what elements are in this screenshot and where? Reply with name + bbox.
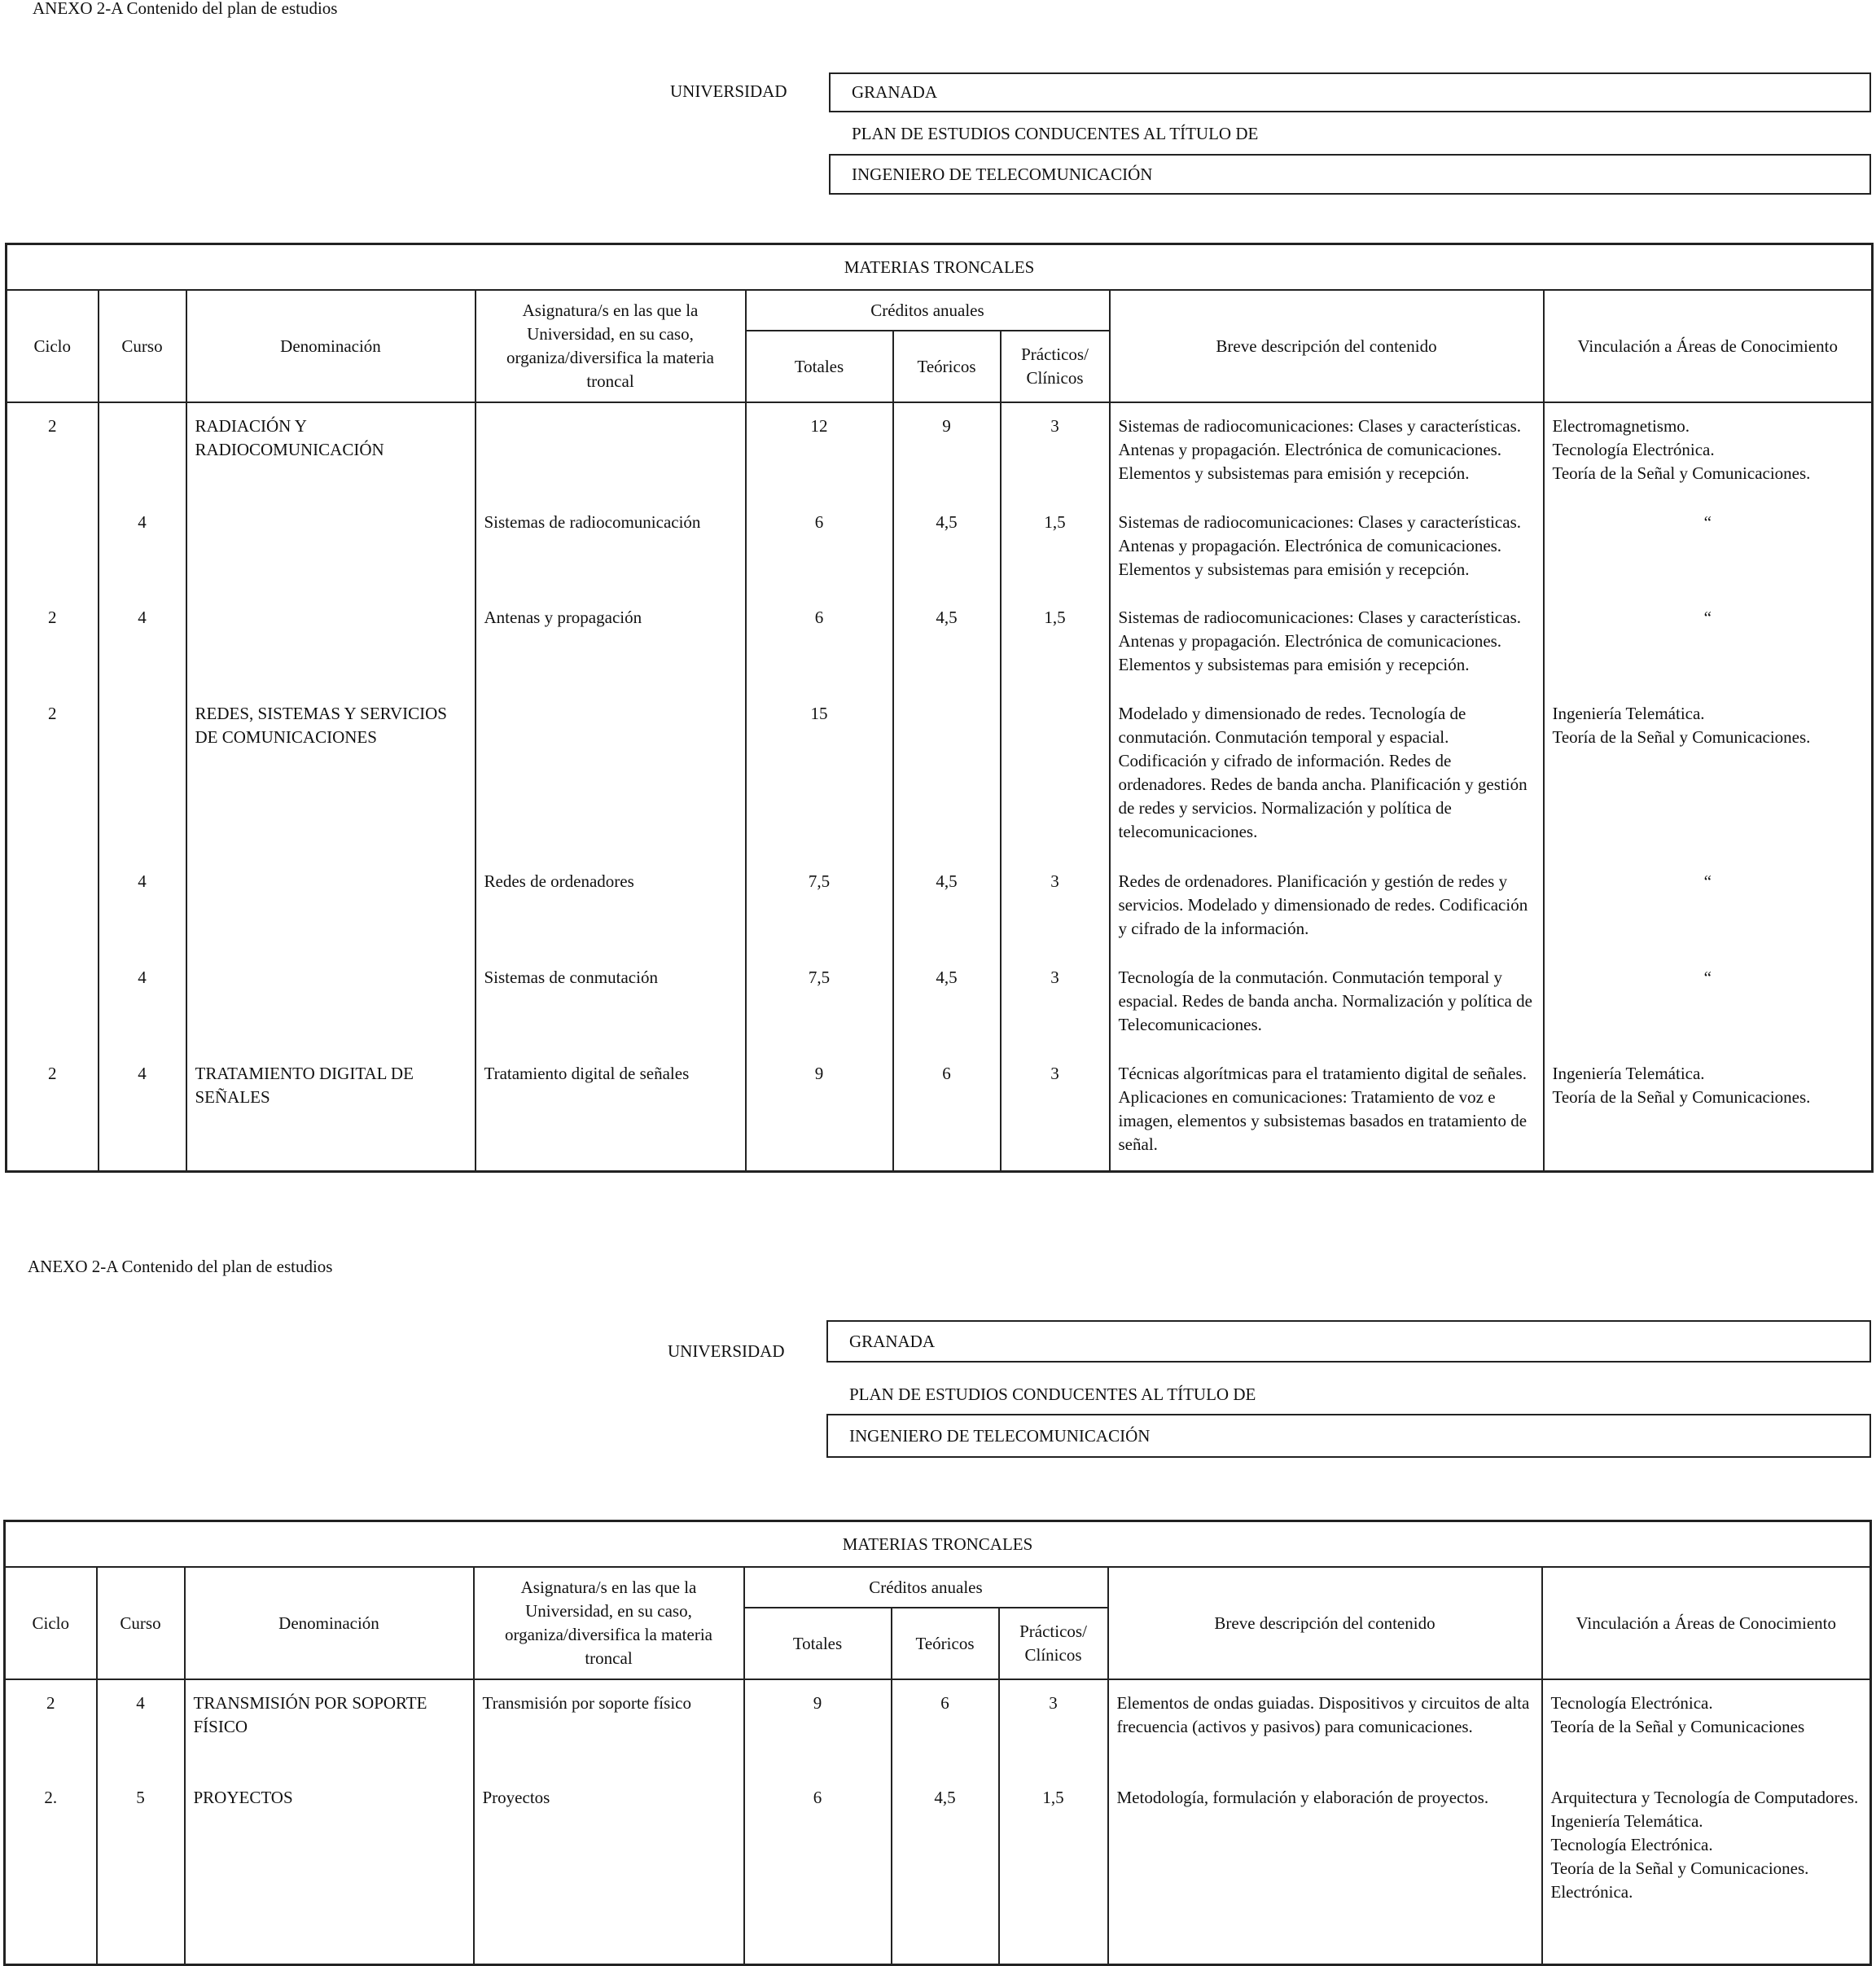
universidad-label: UNIVERSIDAD: [670, 81, 787, 101]
header-denominacion: Denominación: [186, 290, 476, 402]
table-title: MATERIAS TRONCALES: [7, 244, 1873, 291]
cell-curso: [99, 402, 186, 499]
cell-practicos: 1,5: [999, 1775, 1108, 1965]
plan-label: PLAN DE ESTUDIOS CONDUCENTES AL TÍTULO DE: [849, 1385, 1256, 1404]
cell-ciclo: 2: [7, 1051, 99, 1172]
cell-totales: 9: [746, 1051, 893, 1172]
header-descripcion: Breve descripción del contenido: [1110, 290, 1544, 402]
table-title: MATERIAS TRONCALES: [5, 1521, 1871, 1568]
cell-teoricos: 6: [892, 1679, 999, 1775]
header-totales: Totales: [744, 1608, 892, 1679]
header-teoricos: Teóricos: [892, 1608, 999, 1679]
cell-practicos: 3: [1001, 402, 1110, 499]
cell-denominacion: [186, 499, 476, 595]
cell-curso: 5: [97, 1775, 185, 1965]
cell-asignatura: Sistemas de radiocomunicación: [476, 499, 746, 595]
cell-descripcion: Metodología, formulación y elaboración de proyectos.: [1108, 1775, 1542, 1965]
table-row: [7, 954, 1873, 1051]
header-practicos: Prácticos/ Clínicos: [1001, 331, 1110, 402]
cell-asignatura: Antenas y propagación: [476, 595, 746, 691]
cell-descripcion: Redes de ordenadores. Planificación y gestión de redes y servicios. Modelado y dimensionado de redes. Codificación y cifrado de la información.: [1110, 858, 1544, 954]
cell-ciclo: [7, 499, 99, 595]
cell-totales: 6: [746, 499, 893, 595]
plan-label: PLAN DE ESTUDIOS CONDUCENTES AL TÍTULO DE: [852, 124, 1259, 143]
cell-denominacion: PROYECTOS: [185, 1775, 474, 1965]
cell-ciclo: [7, 954, 99, 1051]
cell-areas: “: [1544, 858, 1873, 954]
header-creditos: Créditos anuales: [746, 290, 1110, 331]
cell-asignatura: [476, 691, 746, 859]
cell-asignatura: Sistemas de conmutación: [476, 954, 746, 1051]
header-curso: Curso: [99, 290, 186, 402]
header-areas: Vinculación a Áreas de Conocimiento: [1542, 1567, 1871, 1679]
header-teoricos: Teóricos: [893, 331, 1001, 402]
cell-areas: Ingeniería Telemática. Teoría de la Señal y Comunicaciones.: [1544, 1051, 1873, 1172]
cell-areas: Tecnología Electrónica. Teoría de la Señal y Comunicaciones: [1542, 1679, 1871, 1775]
cell-descripcion: Modelado y dimensionado de redes. Tecnología de conmutación. Conmutación temporal y espacial. Codificación y cifrado de información. Redes de ordenadores. Redes de banda ancha. Planificación y gestión de redes y servicios. Normalización y política de telecomunicaciones.: [1110, 691, 1544, 859]
cell-descripcion: Elementos de ondas guiadas. Dispositivos y circuitos de alta frecuencia (activos y pasivos) para comunicaciones.: [1108, 1679, 1542, 1775]
header-descripcion: Breve descripción del contenido: [1108, 1567, 1542, 1679]
cell-asignatura: Redes de ordenadores: [476, 858, 746, 954]
cell-denominacion: [186, 595, 476, 691]
cell-asignatura: [476, 402, 746, 499]
cell-ciclo: 2: [5, 1679, 97, 1775]
cell-ciclo: 2: [7, 691, 99, 859]
cell-asignatura: Transmisión por soporte físico: [474, 1679, 744, 1775]
header-ciclo: Ciclo: [5, 1567, 97, 1679]
header-areas: Vinculación a Áreas de Conocimiento: [1544, 290, 1873, 402]
cell-descripcion: Sistemas de radiocomunicaciones: Clases y características. Antenas y propagación. Electrónica de comunicaciones. Elementos y subsistemas para emisión y recepción.: [1110, 499, 1544, 595]
cell-totales: 15: [746, 691, 893, 859]
cell-denominacion: [186, 858, 476, 954]
cell-areas: “: [1544, 954, 1873, 1051]
cell-practicos: 3: [1001, 954, 1110, 1051]
cell-asignatura: Tratamiento digital de señales: [476, 1051, 746, 1172]
materias-table: [5, 243, 1874, 1173]
table-row: [7, 691, 1873, 859]
cell-practicos: [1001, 691, 1110, 859]
cell-totales: 7,5: [746, 954, 893, 1051]
cell-denominacion: [186, 954, 476, 1051]
cell-curso: 4: [99, 858, 186, 954]
cell-practicos: 3: [999, 1679, 1108, 1775]
cell-curso: [99, 691, 186, 859]
titulo-value: INGENIERO DE TELECOMUNICACIÓN: [852, 164, 1153, 184]
cell-teoricos: 4,5: [893, 499, 1001, 595]
table-row: [7, 1051, 1873, 1172]
table-row: [5, 1679, 1871, 1775]
cell-denominacion: RADIACIÓN Y RADIOCOMUNICACIÓN: [186, 402, 476, 499]
universidad-box: [829, 72, 1871, 112]
cell-ciclo: [7, 858, 99, 954]
cell-areas: Electromagnetismo. Tecnología Electrónica. Teoría de la Señal y Comunicaciones.: [1544, 402, 1873, 499]
header-totales: Totales: [746, 331, 893, 402]
cell-totales: 6: [746, 595, 893, 691]
cell-teoricos: 6: [893, 1051, 1001, 1172]
cell-descripcion: Sistemas de radiocomunicaciones: Clases y características. Antenas y propagación. Electrónica de comunicaciones. Elementos y subsistemas para emisión y recepción.: [1110, 402, 1544, 499]
cell-curso: 4: [97, 1679, 185, 1775]
cell-denominacion: REDES, SISTEMAS Y SERVICIOS DE COMUNICACIONES: [186, 691, 476, 859]
universidad-label: UNIVERSIDAD: [668, 1341, 785, 1361]
cell-curso: 4: [99, 595, 186, 691]
cell-teoricos: 4,5: [892, 1775, 999, 1965]
cell-ciclo: 2.: [5, 1775, 97, 1965]
cell-descripcion: Tecnología de la conmutación. Conmutación temporal y espacial. Redes de banda ancha. Normalización y política de Telecomunicaciones.: [1110, 954, 1544, 1051]
cell-areas: Ingeniería Telemática. Teoría de la Señal y Comunicaciones.: [1544, 691, 1873, 859]
cell-areas: “: [1544, 499, 1873, 595]
header-denominacion: Denominación: [185, 1567, 474, 1679]
cell-teoricos: 4,5: [893, 954, 1001, 1051]
cell-asignatura: Proyectos: [474, 1775, 744, 1965]
cell-curso: 4: [99, 1051, 186, 1172]
header-creditos: Créditos anuales: [744, 1567, 1108, 1608]
cell-totales: 6: [744, 1775, 892, 1965]
cell-practicos: 3: [1001, 858, 1110, 954]
cell-ciclo: 2: [7, 595, 99, 691]
cell-curso: 4: [99, 954, 186, 1051]
materias-table: [3, 1520, 1872, 1966]
table-row: [7, 402, 1873, 499]
table-row: [7, 595, 1873, 691]
table-row: [7, 499, 1873, 595]
table-body: [7, 402, 1873, 1172]
table-row: [5, 1775, 1871, 1965]
table-row: [7, 858, 1873, 954]
universidad-value: GRANADA: [849, 1331, 935, 1351]
header-curso: Curso: [97, 1567, 185, 1679]
cell-areas: Arquitectura y Tecnología de Computadores. Ingeniería Telemática. Tecnología Electrónica. Teoría de la Señal y Comunicaciones. Electrónica.: [1542, 1775, 1871, 1965]
cell-practicos: 1,5: [1001, 595, 1110, 691]
header-ciclo: Ciclo: [7, 290, 99, 402]
universidad-box: [826, 1320, 1871, 1363]
cell-totales: 9: [744, 1679, 892, 1775]
titulo-box: [826, 1414, 1871, 1458]
cell-descripcion: Sistemas de radiocomunicaciones: Clases y características. Antenas y propagación. Electrónica de comunicaciones. Elementos y subsistemas para emisión y recepción.: [1110, 595, 1544, 691]
header-asignatura: Asignatura/s en las que la Universidad, en su caso, organiza/diversifica la materia troncal: [474, 1567, 744, 1679]
header-practicos: Prácticos/ Clínicos: [999, 1608, 1108, 1679]
cell-denominacion: TRATAMIENTO DIGITAL DE SEÑALES: [186, 1051, 476, 1172]
cell-teoricos: [893, 691, 1001, 859]
cell-curso: 4: [99, 499, 186, 595]
annex-title: ANEXO 2-A Contenido del plan de estudios: [33, 0, 338, 18]
universidad-value: GRANADA: [852, 82, 937, 102]
annex-title: ANEXO 2-A Contenido del plan de estudios: [28, 1257, 333, 1276]
cell-denominacion: TRANSMISIÓN POR SOPORTE FÍSICO: [185, 1679, 474, 1775]
titulo-value: INGENIERO DE TELECOMUNICACIÓN: [849, 1425, 1151, 1446]
cell-practicos: 1,5: [1001, 499, 1110, 595]
cell-teoricos: 4,5: [893, 858, 1001, 954]
cell-totales: 12: [746, 402, 893, 499]
table-body: [5, 1679, 1871, 1965]
cell-areas: “: [1544, 595, 1873, 691]
cell-ciclo: 2: [7, 402, 99, 499]
cell-totales: 7,5: [746, 858, 893, 954]
header-asignatura: Asignatura/s en las que la Universidad, en su caso, organiza/diversifica la materia troncal: [476, 290, 746, 402]
cell-descripcion: Técnicas algorítmicas para el tratamiento digital de señales. Aplicaciones en comunicaciones: Tratamiento de voz e imagen, elementos y subsistemas basados en tratamiento de señal.: [1110, 1051, 1544, 1172]
cell-teoricos: 4,5: [893, 595, 1001, 691]
cell-teoricos: 9: [893, 402, 1001, 499]
titulo-box: [829, 154, 1871, 195]
cell-practicos: 3: [1001, 1051, 1110, 1172]
